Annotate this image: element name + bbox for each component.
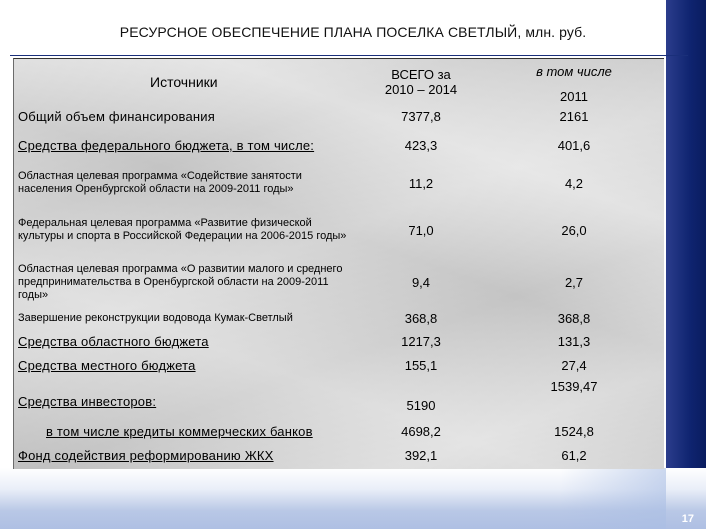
- header-including: в том числе: [536, 63, 612, 79]
- row-total: 71,0: [408, 222, 434, 238]
- title-underline: [10, 55, 688, 56]
- row-2011: 2,7: [564, 274, 584, 290]
- row-label: Средства местного бюджета: [18, 357, 196, 373]
- table-row: [14, 307, 664, 329]
- table-row: [14, 127, 664, 163]
- row-label: Областная целевая программа «Содействие занятости населения Оренбургской области на 2009-2011 годы»: [18, 170, 302, 195]
- row-label: Средства областного бюджета: [18, 333, 209, 349]
- header-total-line2: 2010 – 2014: [384, 82, 458, 97]
- right-decor-bar: [666, 0, 706, 529]
- row-label: Средства федерального бюджета, в том числе:: [18, 137, 315, 153]
- row-label: Общий объем финансирования: [18, 108, 215, 124]
- row-total: 7377,8: [401, 108, 441, 124]
- table-row: [14, 203, 664, 257]
- row-label: в том числе кредиты коммерческих банков: [46, 423, 313, 439]
- row-total: 9,4: [411, 274, 431, 290]
- row-label: Федеральная целевая программа «Развитие физической культуры и спорта в Российской Федерации на 2006-2015 годы»: [18, 217, 347, 242]
- row-total: 392,1: [404, 447, 438, 463]
- row-total: 1217,3: [401, 333, 441, 349]
- table-row: [14, 257, 664, 307]
- row-total: 155,1: [404, 357, 438, 373]
- header-year: 2011: [560, 88, 588, 104]
- table-row: [14, 377, 664, 419]
- row-2011: 26,0: [561, 222, 587, 238]
- row-label: Областная целевая программа «О развитии малого и среднего предпринимательства в Оренбургской области на 2009-2011 годы»: [18, 262, 343, 301]
- table-row: [14, 353, 664, 377]
- row-2011: 27,4: [561, 357, 587, 373]
- header-sources: Источники: [150, 74, 218, 90]
- row-2011: 2161: [559, 108, 589, 124]
- header-total-line1: ВСЕГО за: [391, 67, 451, 82]
- row-label: Завершение реконструкции водовода Кумак-Светлый: [18, 311, 293, 324]
- table-row: [14, 419, 664, 443]
- table-row: [14, 105, 664, 127]
- row-total: 423,3: [404, 137, 438, 153]
- row-total: 11,2: [408, 175, 434, 191]
- page-title: РЕСУРСНОЕ ОБЕСПЕЧЕНИЕ ПЛАНА ПОСЕЛКА СВЕТЛЫЙ, млн. руб.: [119, 24, 587, 40]
- table-row: [14, 329, 664, 353]
- row-label: Фонд содействия реформированию ЖКХ: [18, 447, 274, 463]
- row-2011: 131,3: [557, 333, 591, 349]
- resource-table: [13, 58, 664, 469]
- row-total: 5190: [406, 397, 436, 413]
- row-label: Средства инвесторов:: [18, 393, 157, 409]
- bottom-decor-bar: [0, 468, 706, 529]
- row-2011: 368,8: [557, 310, 591, 326]
- row-total: 4698,2: [401, 423, 441, 439]
- table-row: [14, 443, 664, 467]
- row-2011: 4,2: [564, 175, 584, 191]
- page-number: 17: [681, 513, 694, 525]
- table-row: [14, 163, 664, 203]
- row-2011: 1539,47: [550, 379, 598, 394]
- header-total: [358, 59, 484, 105]
- row-2011: 1524,8: [554, 423, 594, 439]
- row-2011: 61,2: [561, 447, 587, 463]
- table-header-row: [14, 59, 664, 83]
- row-total: 368,8: [404, 310, 438, 326]
- row-2011: 401,6: [557, 137, 591, 153]
